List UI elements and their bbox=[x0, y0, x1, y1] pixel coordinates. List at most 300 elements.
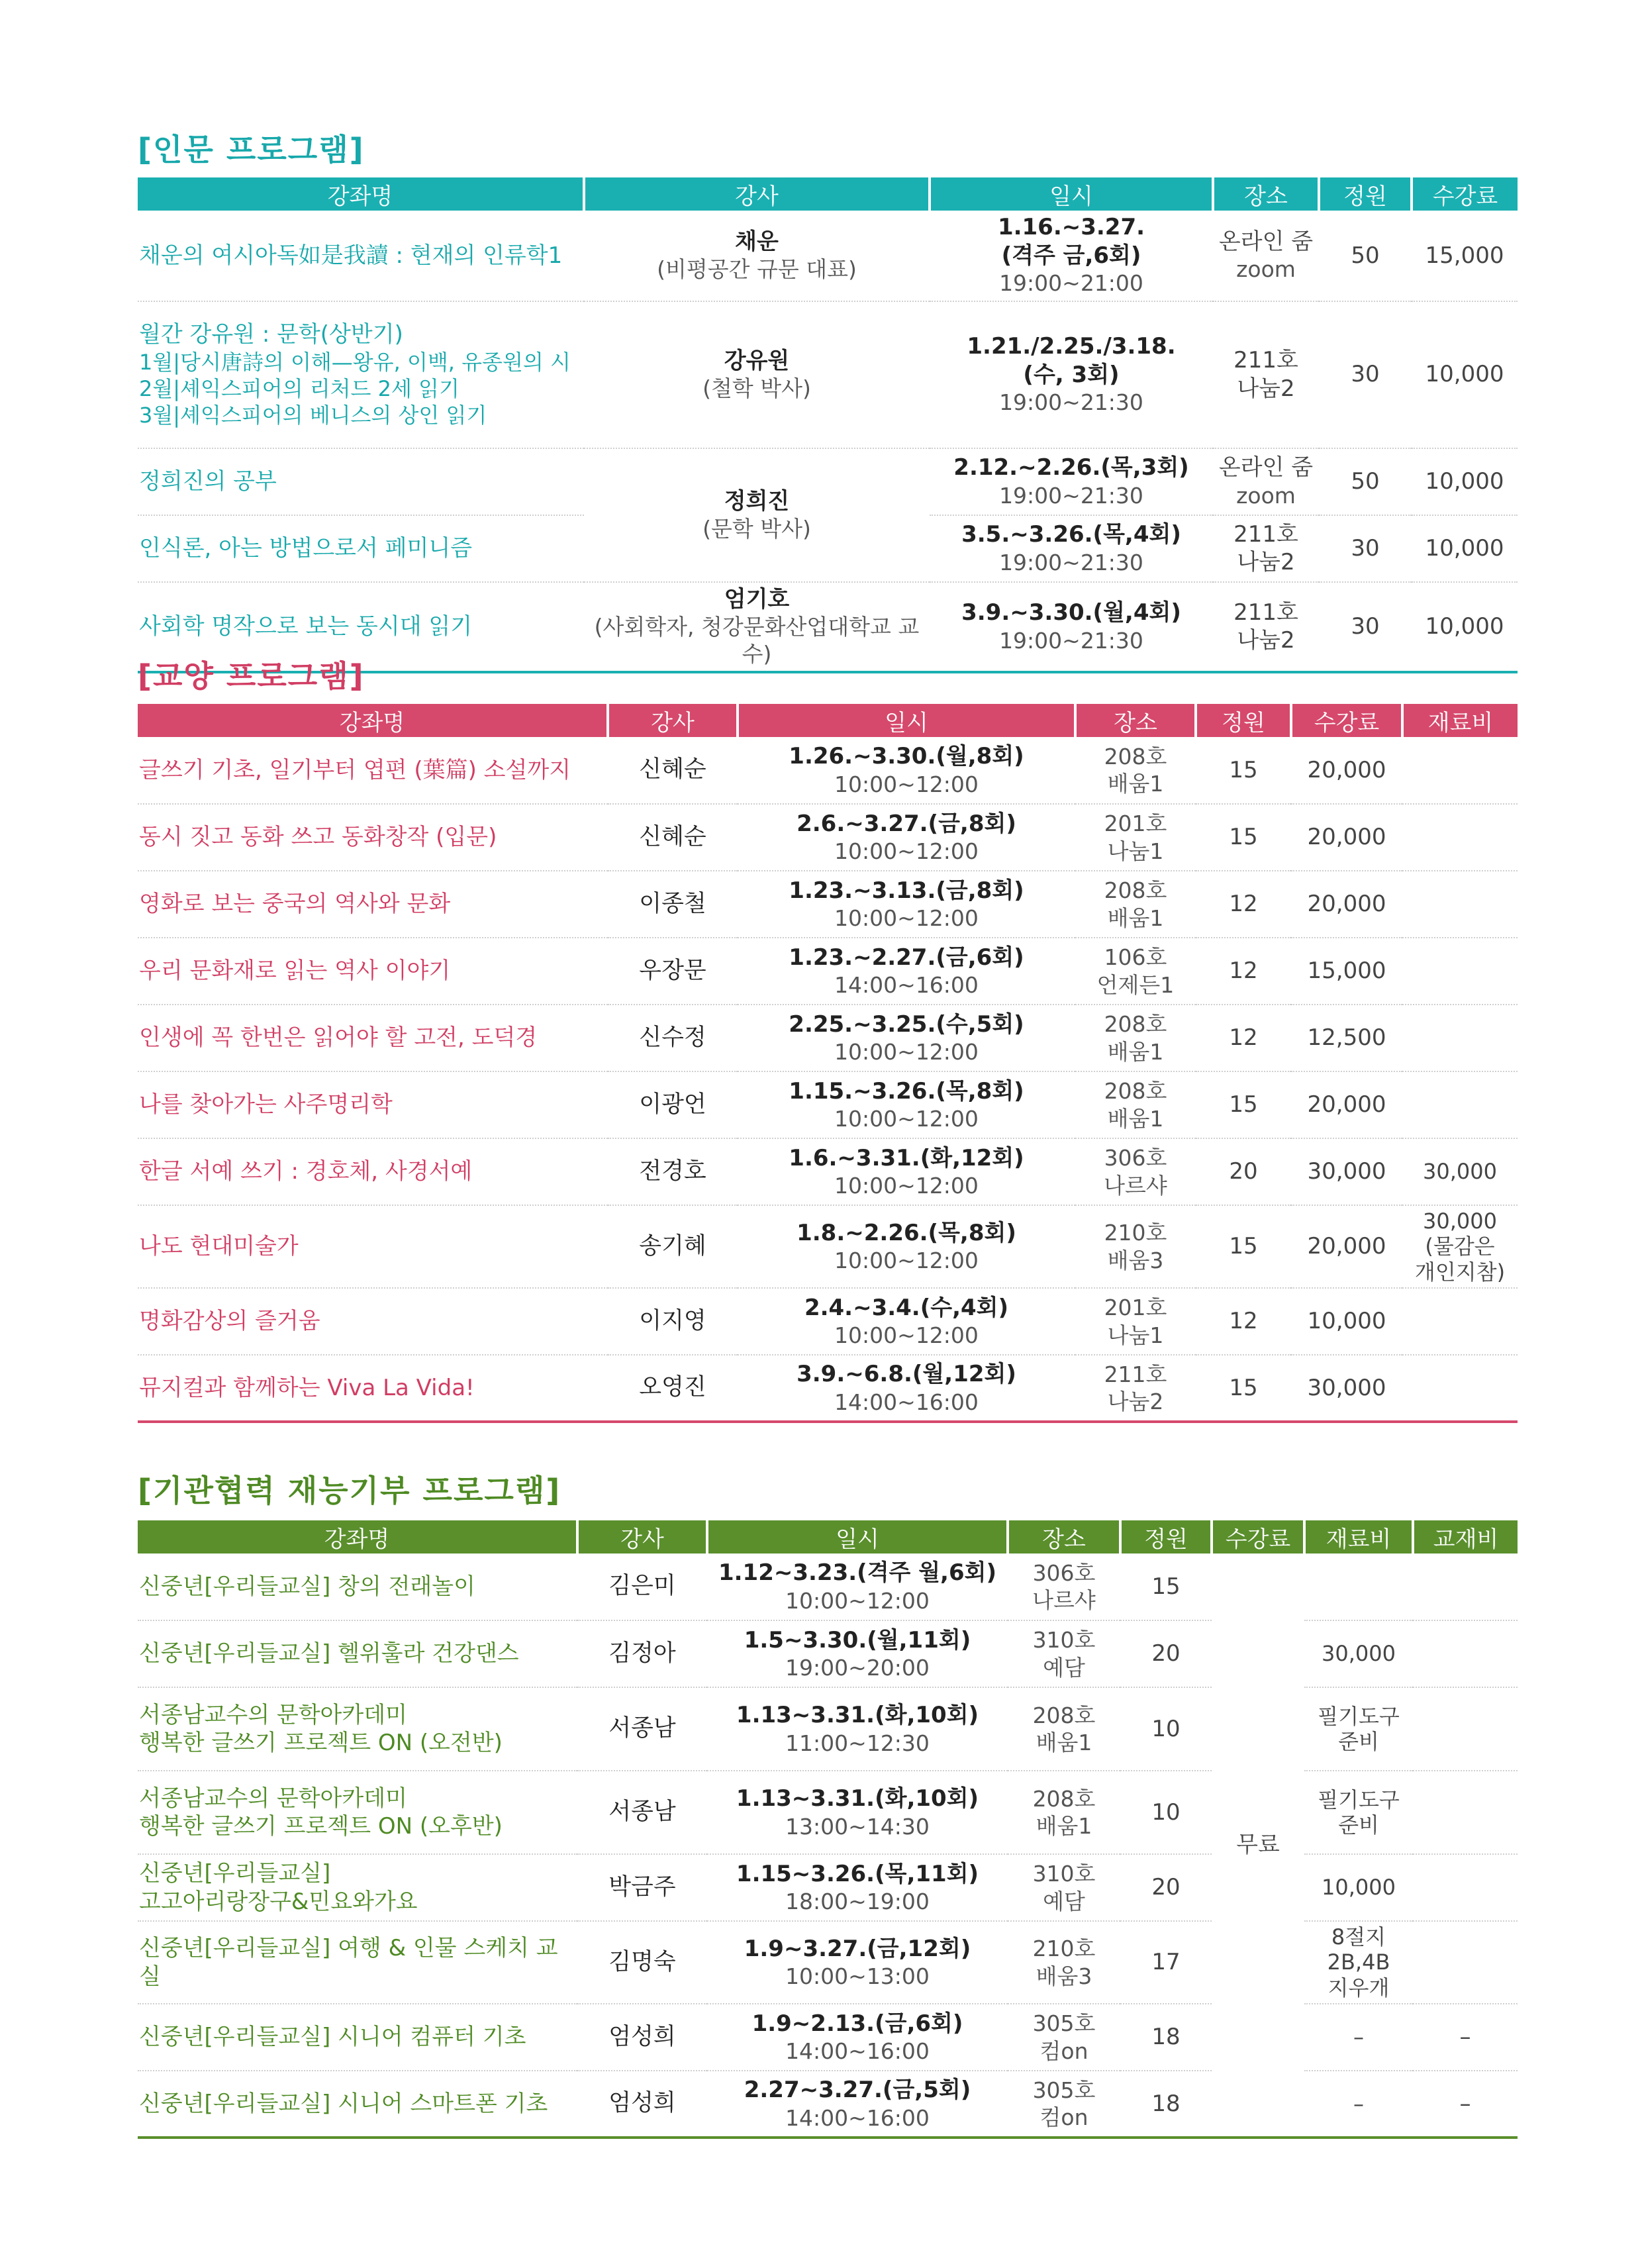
date-cell bbox=[930, 301, 1213, 448]
date: 3.5.~3.26.(목,4회) bbox=[961, 521, 1181, 548]
place-cell bbox=[1213, 211, 1319, 301]
date-cell bbox=[707, 1620, 1008, 1687]
date: 1.9~2.13.(금,6회) bbox=[751, 2010, 963, 2037]
capacity: 12 bbox=[1196, 938, 1291, 1005]
book-fee bbox=[1413, 1620, 1518, 1687]
date: 1.13~3.31.(화,10회) bbox=[736, 1785, 979, 1812]
table-row bbox=[138, 1854, 1518, 1921]
date-cell bbox=[930, 211, 1213, 301]
material-note: 지우개 bbox=[1328, 1975, 1390, 2000]
date-cell bbox=[738, 1071, 1075, 1138]
time: 10:00~12:00 bbox=[834, 771, 979, 797]
material-fee: – bbox=[1353, 2024, 1364, 2050]
date: 1.23.~2.27.(금,6회) bbox=[789, 944, 1024, 971]
place: 210호 bbox=[1104, 1220, 1167, 1246]
fee: 15,000 bbox=[1412, 211, 1518, 301]
fee: 12,500 bbox=[1291, 1005, 1402, 1071]
place-cell bbox=[1213, 582, 1319, 672]
course-name: 신중년[우리들교실] bbox=[139, 1860, 331, 1887]
place-sub: 나르샤 bbox=[1032, 1587, 1096, 1613]
place: 208호 bbox=[1104, 1011, 1167, 1038]
material-cell bbox=[1402, 737, 1518, 804]
place: 106호 bbox=[1104, 944, 1167, 971]
talent-table bbox=[138, 1520, 1518, 2139]
instructor: 전경호 bbox=[608, 1138, 738, 1205]
place-cell bbox=[1008, 2004, 1120, 2071]
capacity: 12 bbox=[1196, 1288, 1291, 1355]
capacity: 30 bbox=[1319, 515, 1412, 582]
material-note: 2B,4B bbox=[1327, 1949, 1390, 1975]
material-cell bbox=[1304, 1854, 1413, 1921]
material-cell bbox=[1402, 938, 1518, 1005]
instructor: 엄성희 bbox=[577, 2004, 707, 2071]
liberal-title: [교양 프로그램] bbox=[138, 658, 365, 694]
course-name: 인생에 꼭 한번은 읽어야 할 고전, 도덕경 bbox=[138, 1005, 608, 1071]
instructor-cell bbox=[584, 301, 930, 448]
date-cell bbox=[738, 1005, 1075, 1071]
col-header: 수강료 bbox=[1291, 704, 1402, 737]
course-name: 사회학 명작으로 보는 동시대 읽기 bbox=[138, 582, 584, 672]
time: 11:00~12:30 bbox=[785, 1730, 930, 1756]
time: 10:00~12:00 bbox=[834, 1322, 979, 1349]
time: 14:00~16:00 bbox=[834, 972, 979, 999]
place-sub: 예담 bbox=[1043, 1888, 1085, 1914]
place-sub: zoom bbox=[1236, 256, 1296, 283]
place-sub: 배움1 bbox=[1107, 1038, 1164, 1065]
time: 19:00~21:00 bbox=[999, 270, 1143, 296]
date-cell bbox=[707, 1687, 1008, 1771]
instructor-cell bbox=[584, 582, 930, 672]
table-header bbox=[138, 177, 1518, 211]
date-cell bbox=[738, 1138, 1075, 1205]
capacity: 50 bbox=[1319, 448, 1412, 515]
place-cell bbox=[1075, 1205, 1196, 1288]
instructor: 우장문 bbox=[608, 938, 738, 1005]
time: 14:00~16:00 bbox=[834, 1389, 979, 1415]
place-cell bbox=[1075, 1138, 1196, 1205]
material-fee: 필기도구 bbox=[1318, 1787, 1400, 1812]
place-cell bbox=[1075, 804, 1196, 871]
place: 210호 bbox=[1032, 1936, 1096, 1962]
place-cell bbox=[1008, 2071, 1120, 2138]
date-sub: (격주 금,6회) bbox=[1001, 242, 1141, 269]
date-cell bbox=[707, 1854, 1008, 1921]
col-header: 교재비 bbox=[1413, 1520, 1518, 1553]
col-header: 강사 bbox=[577, 1520, 707, 1553]
time: 19:00~21:30 bbox=[999, 482, 1143, 509]
instructor-sub: (문학 박사) bbox=[702, 516, 811, 542]
table-row bbox=[138, 1071, 1518, 1138]
instructor-cell bbox=[584, 448, 930, 582]
col-header: 장소 bbox=[1008, 1520, 1120, 1553]
place-cell bbox=[1008, 1771, 1120, 1854]
place-cell bbox=[1075, 1071, 1196, 1138]
time: 10:00~12:00 bbox=[834, 1106, 979, 1132]
place-cell bbox=[1213, 515, 1319, 582]
col-header: 정원 bbox=[1319, 177, 1412, 211]
instructor: 이광언 bbox=[608, 1071, 738, 1138]
course-name: 뮤지컬과 함께하는 Viva La Vida! bbox=[138, 1355, 608, 1422]
course-name-cell bbox=[138, 1620, 577, 1687]
col-header: 재료비 bbox=[1402, 704, 1518, 737]
table-row bbox=[138, 1687, 1518, 1771]
date: 2.12.~2.26.(목,3회) bbox=[953, 454, 1189, 481]
course-name: 서종남교수의 문학아카데미 bbox=[139, 1785, 407, 1812]
col-header: 강좌명 bbox=[138, 704, 608, 737]
material-cell bbox=[1402, 1071, 1518, 1138]
capacity: 15 bbox=[1196, 737, 1291, 804]
place: 208호 bbox=[1104, 1078, 1167, 1105]
date-cell bbox=[707, 1553, 1008, 1620]
capacity: 15 bbox=[1196, 804, 1291, 871]
col-header: 정원 bbox=[1120, 1520, 1212, 1553]
place-sub: 배움1 bbox=[1036, 1813, 1092, 1839]
course-name: 신중년[우리들교실] 시니어 컴퓨터 기초 bbox=[139, 2024, 526, 2051]
date-cell bbox=[707, 1921, 1008, 2004]
fee: 20,000 bbox=[1291, 1071, 1402, 1138]
course-detail: 2월|셰익스피어의 리처드 2세 읽기 bbox=[139, 375, 459, 401]
fee: 10,000 bbox=[1412, 515, 1518, 582]
date: 1.5~3.30.(월,11회) bbox=[744, 1626, 971, 1653]
time: 10:00~12:00 bbox=[834, 1173, 979, 1199]
capacity: 17 bbox=[1120, 1921, 1212, 2004]
place: 201호 bbox=[1104, 811, 1167, 837]
material-cell bbox=[1304, 1620, 1413, 1687]
course-name-cell bbox=[138, 1921, 577, 2004]
place-sub: 배움3 bbox=[1107, 1247, 1164, 1273]
course-name: 서종남교수의 문학아카데미 bbox=[139, 1701, 407, 1728]
instructor: 박금주 bbox=[577, 1854, 707, 1921]
course-name-cell bbox=[138, 2071, 577, 2138]
fee-cell bbox=[1212, 1553, 1304, 2138]
col-header: 재료비 bbox=[1304, 1520, 1413, 1553]
time: 19:00~20:00 bbox=[785, 1655, 930, 1681]
col-header: 강사 bbox=[584, 177, 930, 211]
capacity: 20 bbox=[1120, 1620, 1212, 1687]
date: 1.26.~3.30.(월,8회) bbox=[789, 743, 1024, 770]
fee: 20,000 bbox=[1291, 804, 1402, 871]
place-sub: 나눔2 bbox=[1237, 375, 1295, 402]
instructor: 이종철 bbox=[608, 871, 738, 938]
place: 310호 bbox=[1032, 1861, 1096, 1887]
capacity: 15 bbox=[1196, 1355, 1291, 1422]
time: 10:00~13:00 bbox=[785, 1963, 930, 1990]
material-fee: – bbox=[1353, 2091, 1364, 2116]
table-row bbox=[138, 1355, 1518, 1422]
course-name: 명화감상의 즐거움 bbox=[138, 1288, 608, 1355]
material-fee: 8절지 bbox=[1331, 1924, 1386, 1949]
time: 10:00~12:00 bbox=[834, 1039, 979, 1065]
instructor: 김정아 bbox=[577, 1620, 707, 1687]
capacity: 20 bbox=[1196, 1138, 1291, 1205]
place-sub: 나눔2 bbox=[1107, 1389, 1164, 1415]
material-cell bbox=[1402, 871, 1518, 938]
fee: 20,000 bbox=[1291, 871, 1402, 938]
table-row bbox=[138, 804, 1518, 871]
talent-title: [기관협력 재능기부 프로그램] bbox=[138, 1473, 561, 1508]
capacity: 30 bbox=[1319, 582, 1412, 672]
time: 14:00~16:00 bbox=[785, 2104, 930, 2131]
course-name-cell bbox=[138, 1771, 577, 1854]
instructor: 이지영 bbox=[608, 1288, 738, 1355]
course-name: 신중년[우리들교실] 창의 전래놀이 bbox=[139, 1573, 475, 1600]
material-fee: 필기도구 bbox=[1318, 1703, 1400, 1729]
fee: 무료 bbox=[1236, 1831, 1280, 1858]
fee: 15,000 bbox=[1291, 938, 1402, 1005]
place-cell bbox=[1008, 1553, 1120, 1620]
date-cell bbox=[930, 448, 1213, 515]
date: 1.15.~3.26.(목,8회) bbox=[789, 1077, 1024, 1105]
capacity: 12 bbox=[1196, 871, 1291, 938]
table-header bbox=[138, 704, 1518, 737]
course-name-line2: 행복한 글쓰기 프로젝트 ON (오후반) bbox=[139, 1813, 503, 1840]
table-row bbox=[138, 1288, 1518, 1355]
place: 310호 bbox=[1032, 1627, 1096, 1653]
book-fee: – bbox=[1413, 2071, 1518, 2138]
material-fee: 10,000 bbox=[1322, 1875, 1396, 1900]
capacity: 12 bbox=[1196, 1005, 1291, 1071]
place-cell bbox=[1075, 1288, 1196, 1355]
course-detail: 3월|셰익스피어의 베니스의 상인 읽기 bbox=[139, 402, 487, 428]
date-sub: (수, 3회) bbox=[1023, 361, 1120, 388]
date-cell bbox=[738, 1355, 1075, 1422]
book-fee bbox=[1413, 1687, 1518, 1771]
table-row bbox=[138, 1921, 1518, 2004]
material-note: 준비 bbox=[1338, 1729, 1379, 1754]
date-cell bbox=[707, 1771, 1008, 1854]
course-name-cell bbox=[138, 301, 584, 448]
date-cell bbox=[738, 1205, 1075, 1288]
table-row bbox=[138, 1771, 1518, 1854]
place: 201호 bbox=[1104, 1295, 1167, 1321]
capacity: 10 bbox=[1120, 1687, 1212, 1771]
capacity: 15 bbox=[1196, 1071, 1291, 1138]
place: 208호 bbox=[1032, 1785, 1096, 1812]
time: 13:00~14:30 bbox=[785, 1813, 930, 1840]
place-sub: 배움1 bbox=[1107, 1105, 1164, 1132]
table-row bbox=[138, 211, 1518, 301]
place-sub: 나눔2 bbox=[1237, 627, 1295, 654]
date: 3.9.~6.8.(월,12회) bbox=[797, 1361, 1016, 1388]
material-cell bbox=[1304, 1553, 1413, 1620]
book-fee: – bbox=[1413, 2004, 1518, 2071]
fee: 10,000 bbox=[1412, 582, 1518, 672]
instructor: 신수정 bbox=[608, 1005, 738, 1071]
date: 3.9.~3.30.(월,4회) bbox=[961, 599, 1181, 626]
place: 온라인 줌 bbox=[1218, 454, 1314, 481]
place-cell bbox=[1008, 1854, 1120, 1921]
capacity: 30 bbox=[1319, 301, 1412, 448]
place: 208호 bbox=[1032, 1702, 1096, 1728]
place: 306호 bbox=[1032, 1559, 1096, 1586]
date: 1.8.~2.26.(목,8회) bbox=[797, 1219, 1016, 1246]
instructor: 김은미 bbox=[577, 1553, 707, 1620]
instructor-cell bbox=[584, 211, 930, 301]
instructor: 채운 bbox=[735, 228, 779, 255]
place-cell bbox=[1075, 737, 1196, 804]
course-name-line2: 행복한 글쓰기 프로젝트 ON (오전반) bbox=[139, 1730, 503, 1756]
table-row bbox=[138, 871, 1518, 938]
course-name-cell bbox=[138, 1854, 577, 1921]
capacity: 15 bbox=[1196, 1205, 1291, 1288]
col-header: 수강료 bbox=[1412, 177, 1518, 211]
place-sub: 나눔1 bbox=[1107, 838, 1164, 864]
instructor: 김명숙 bbox=[577, 1921, 707, 2004]
place-sub: 컴on bbox=[1039, 2104, 1088, 2131]
course-name: 월간 강유원 : 문학(상반기) bbox=[139, 321, 403, 348]
time: 14:00~16:00 bbox=[785, 2038, 930, 2065]
place-cell bbox=[1213, 448, 1319, 515]
time: 19:00~21:30 bbox=[999, 627, 1143, 654]
date-cell bbox=[707, 2071, 1008, 2138]
table-row bbox=[138, 1620, 1518, 1687]
course-name-line2: 고고아리랑장구&민요와가요 bbox=[139, 1888, 418, 1915]
place-sub: zoom bbox=[1236, 482, 1296, 509]
material-cell bbox=[1304, 2004, 1413, 2071]
place-sub: 예담 bbox=[1043, 1654, 1085, 1681]
date: 2.4.~3.4.(수,4회) bbox=[804, 1294, 1009, 1321]
course-name: 신중년[우리들교실] 시니어 스마트폰 기초 bbox=[139, 2090, 548, 2117]
material-cell bbox=[1402, 1288, 1518, 1355]
col-header: 강사 bbox=[608, 704, 738, 737]
date: 1.6.~3.31.(화,12회) bbox=[789, 1144, 1024, 1171]
date-cell bbox=[930, 582, 1213, 672]
material-note: 개인지참) bbox=[1414, 1259, 1506, 1285]
place-cell bbox=[1213, 301, 1319, 448]
course-name: 신중년[우리들교실] 헬위훌라 건강댄스 bbox=[139, 1640, 519, 1667]
fee: 10,000 bbox=[1291, 1288, 1402, 1355]
table-row bbox=[138, 737, 1518, 804]
table-row bbox=[138, 2004, 1518, 2071]
table-row bbox=[138, 1205, 1518, 1288]
instructor: 강유원 bbox=[724, 347, 790, 374]
material-note: (물감은 bbox=[1425, 1234, 1495, 1259]
time: 10:00~12:00 bbox=[785, 1587, 930, 1614]
col-header: 정원 bbox=[1196, 704, 1291, 737]
material-cell bbox=[1304, 1921, 1413, 2004]
instructor: 송기혜 bbox=[608, 1205, 738, 1288]
fee: 30,000 bbox=[1291, 1355, 1402, 1422]
instructor: 엄성희 bbox=[577, 2071, 707, 2138]
capacity: 18 bbox=[1120, 2004, 1212, 2071]
place-cell bbox=[1075, 871, 1196, 938]
material-note: 준비 bbox=[1338, 1812, 1379, 1838]
instructor-sub: (비평공간 규문 대표) bbox=[657, 256, 857, 283]
date-cell bbox=[738, 938, 1075, 1005]
place: 211호 bbox=[1104, 1361, 1167, 1387]
book-fee bbox=[1413, 1854, 1518, 1921]
instructor: 오영진 bbox=[608, 1355, 738, 1422]
humanities-table bbox=[138, 177, 1518, 673]
col-header: 일시 bbox=[738, 704, 1075, 737]
instructor: 정희진 bbox=[724, 487, 790, 515]
course-name: 인식론, 아는 방법으로서 페미니즘 bbox=[138, 515, 584, 582]
instructor-sub: (사회학자, 청강문화산업대학교 교수) bbox=[594, 614, 920, 667]
table-row bbox=[138, 448, 1518, 515]
col-header: 일시 bbox=[707, 1520, 1008, 1553]
material-cell bbox=[1402, 1138, 1518, 1205]
table-row bbox=[138, 2071, 1518, 2138]
place: 208호 bbox=[1104, 743, 1167, 769]
col-header: 장소 bbox=[1075, 704, 1196, 737]
course-name: 신중년[우리들교실] 여행 & 인물 스케치 교실 bbox=[139, 1935, 558, 1990]
place-cell bbox=[1008, 1620, 1120, 1687]
place: 208호 bbox=[1104, 877, 1167, 904]
material-cell bbox=[1402, 1005, 1518, 1071]
time: 10:00~12:00 bbox=[834, 905, 979, 932]
date-cell bbox=[930, 515, 1213, 582]
place: 온라인 줌 bbox=[1218, 228, 1314, 255]
col-header: 수강료 bbox=[1212, 1520, 1304, 1553]
book-fee bbox=[1413, 1771, 1518, 1854]
col-header: 장소 bbox=[1213, 177, 1319, 211]
place: 211호 bbox=[1233, 347, 1298, 373]
course-name: 나도 현대미술가 bbox=[138, 1205, 608, 1288]
capacity: 18 bbox=[1120, 2071, 1212, 2138]
table-row bbox=[138, 301, 1518, 448]
capacity: 50 bbox=[1319, 211, 1412, 301]
course-name-cell bbox=[138, 1687, 577, 1771]
place-cell bbox=[1075, 938, 1196, 1005]
time: 18:00~19:00 bbox=[785, 1889, 930, 1915]
place-cell bbox=[1075, 1005, 1196, 1071]
col-header: 일시 bbox=[930, 177, 1213, 211]
place: 305호 bbox=[1032, 2010, 1096, 2037]
date-cell bbox=[738, 871, 1075, 938]
place-sub: 나눔1 bbox=[1107, 1322, 1164, 1348]
liberal-table bbox=[138, 704, 1518, 1423]
material-cell bbox=[1402, 804, 1518, 871]
date: 2.6.~3.27.(금,8회) bbox=[797, 810, 1016, 837]
col-header: 강좌명 bbox=[138, 1520, 577, 1553]
place-sub: 배움1 bbox=[1036, 1730, 1092, 1755]
place-sub: 배움1 bbox=[1107, 905, 1164, 931]
time: 10:00~12:00 bbox=[834, 1248, 979, 1274]
date: 1.15~3.26.(목,11회) bbox=[736, 1860, 979, 1887]
instructor: 신혜순 bbox=[608, 804, 738, 871]
instructor: 신혜순 bbox=[608, 737, 738, 804]
course-detail: 1월|당시唐詩의 이해—왕유, 이백, 유종원의 시 bbox=[139, 349, 571, 375]
material-fee: 30,000 bbox=[1423, 1208, 1497, 1234]
table-row bbox=[138, 1005, 1518, 1071]
course-name: 한글 서예 쓰기 : 경호체, 사경서예 bbox=[138, 1138, 608, 1205]
course-name-cell bbox=[138, 1553, 577, 1620]
instructor-sub: (철학 박사) bbox=[702, 375, 811, 402]
course-name: 영화로 보는 중국의 역사와 문화 bbox=[138, 871, 608, 938]
fee: 20,000 bbox=[1291, 737, 1402, 804]
table-header bbox=[138, 1520, 1518, 1553]
capacity: 15 bbox=[1120, 1553, 1212, 1620]
course-name-cell bbox=[138, 2004, 577, 2071]
material-cell bbox=[1304, 1771, 1413, 1854]
col-header: 강좌명 bbox=[138, 177, 584, 211]
fee: 20,000 bbox=[1291, 1205, 1402, 1288]
table-row bbox=[138, 1138, 1518, 1205]
course-name: 나를 찾아가는 사주명리학 bbox=[138, 1071, 608, 1138]
material-cell bbox=[1402, 1355, 1518, 1422]
humanities-title: [인문 프로그램] bbox=[138, 132, 365, 168]
material-cell bbox=[1304, 1687, 1413, 1771]
material-fee: 30,000 bbox=[1423, 1159, 1497, 1185]
place-sub: 배움3 bbox=[1036, 1963, 1092, 1989]
course-name: 글쓰기 기초, 일기부터 엽편 (葉篇) 소설까지 bbox=[138, 737, 608, 804]
place-sub: 배움1 bbox=[1107, 771, 1164, 797]
place: 305호 bbox=[1032, 2077, 1096, 2103]
place-sub: 언제든1 bbox=[1096, 971, 1175, 998]
fee: 10,000 bbox=[1412, 448, 1518, 515]
time: 19:00~21:30 bbox=[999, 389, 1143, 416]
course-name: 채운의 여시아독如是我讀 : 현재의 인류학1 bbox=[138, 211, 584, 301]
